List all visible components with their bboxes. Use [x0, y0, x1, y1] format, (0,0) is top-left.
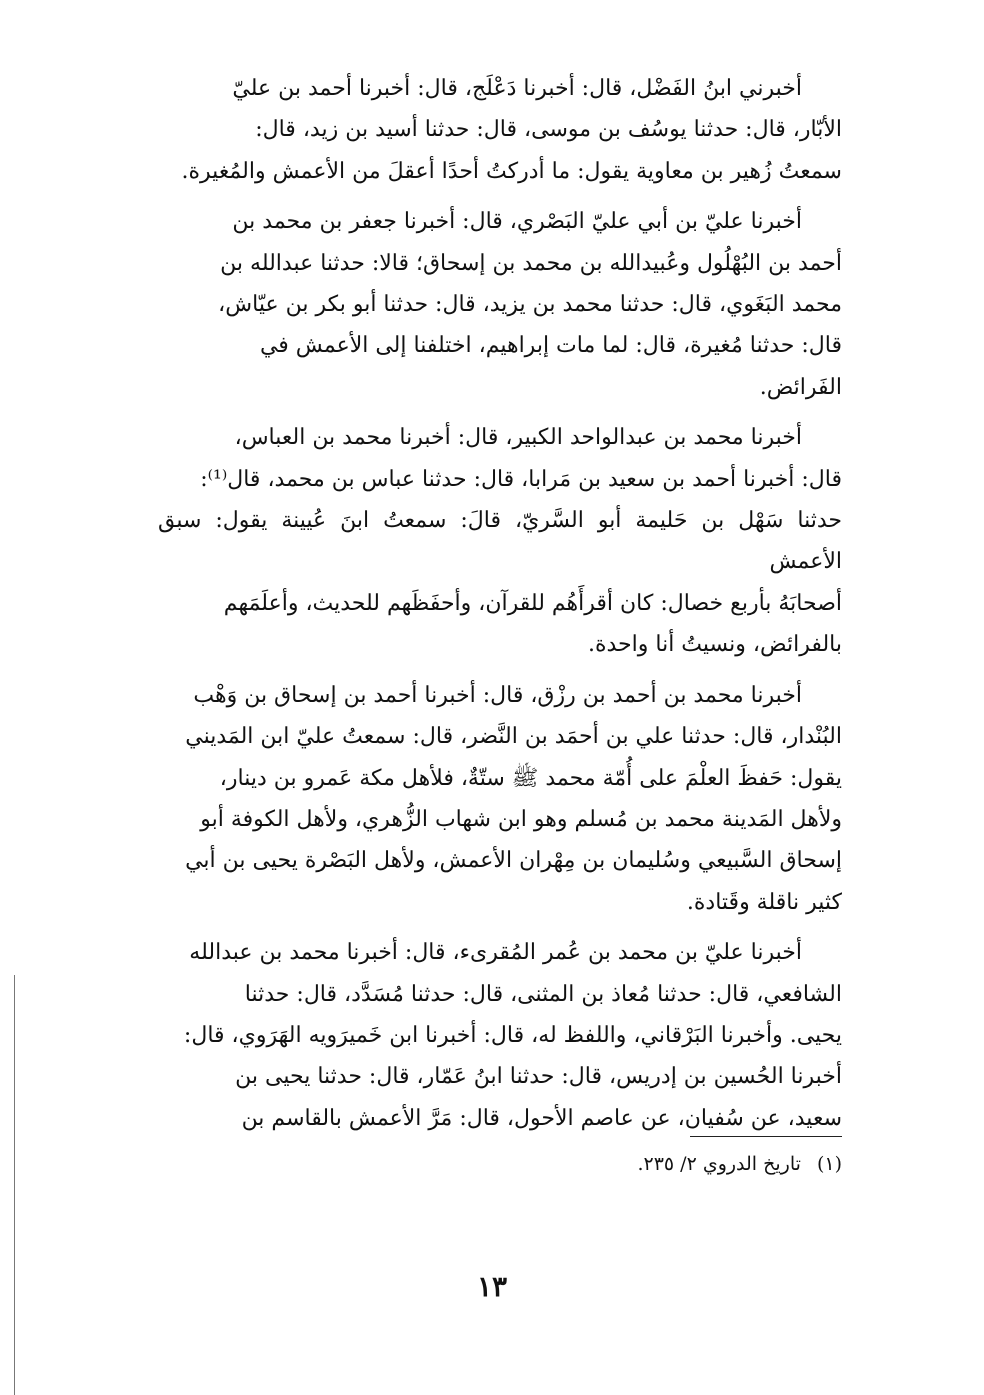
footnote-text: تاريخ الدروي ٢/ ٢٣٥.: [637, 1153, 801, 1175]
footnote: [637, 1152, 842, 1176]
paragraph: أخبرنا محمد بن أحمد بن رزْق، قال: أخبرنا أحمد بن إسحاق بن وَهْب البُنْدار، قال: حدثنا علي بن أحمَد بن النَّضر، قال: سمعتُ عليّ ابن المَديني يقول: حَفظَ العلْمَ على أُمّة محمد ﷺ ستّةٌ، فلأهل مكة عَمرو بن دينار، ولأهل المَدينة محمد بن مُسلم وهو ابن شهاب الزُّهري، ولأهل الكوفة أبو إسحاق السَّبيعي وسُليمان بن مِهْران الأعمش، ولأهل البَصْرة يحيى بن أبي كثير ناقلة وقَتادة.: [185, 682, 842, 915]
paragraph: أخبرني ابنُ الفَضْل، قال: أخبرنا دَعْلَج، قال: أخبرنا أحمد بن عليّ الأبّار، قال: حدثنا يوسُف بن موسى، قال: حدثنا أسيد بن زيد، قال: سمعتُ زُهير بن معاوية يقول: ما أدركتُ أحدًا أعقلَ من الأعمش والمُغيرة.: [181, 76, 842, 184]
paragraph: أخبرنا محمد بن عبدالواحد الكبير، قال: أخبرنا محمد بن العباس، قال: أخبرنا أحمد بن سعيد بن مَرابا، قال: حدثنا عباس بن محمد، قال⁽¹⁾: حدثنا سَهْل بن حَليمة أبو السَّريّ، قالَ: سمعتُ ابنَ عُيينة يقول: سبق الأعمش أصحابَهُ بأربع خصال: كان أقرأَهُم للقرآن، وأحفَظَهم للحديث، وأعلَمَهم بالفرائض، ونسيتُ أنا واحدة.: [158, 425, 842, 658]
scan-edge-line: [14, 975, 15, 1395]
footnote-separator: [690, 1136, 842, 1137]
main-text: [158, 68, 842, 1139]
paragraph: أخبرنا عليّ بن محمد بن عُمر المُقرىء، قال: أخبرنا محمد بن عبدالله الشافعي، قال: حدثنا مُعاذ بن المثنى، قال: حدثنا مُسَدَّد، قال: حدثنا يحيى. وأخبرنا البَرْقاني، واللفظ له، قال: أخبرنا ابن خَميرَويه الهَرَوي، قال: أخبرنا الحُسين بن إدريس، قال: حدثنا ابنُ عَمّار، قال: حدثنا يحيى بن سعيد، عن سُفيان، عن عاصم الأحول، قال: مَرَّ الأعمش بالقاسم بن: [183, 940, 842, 1131]
paragraph: أخبرنا عليّ بن أبي عليّ البَصْري، قال: أخبرنا جعفر بن محمد بن أحمد بن البُهْلُول وعُبيدالله بن محمد بن إسحاق؛ قالا: حدثنا عبدالله بن محمد البَغَوي، قال: حدثنا محمد بن يزيد، قال: حدثنا أبو بكر بن عيّاش، قال: حدثنا مُغيرة، قال: لما مات إبراهيم، اختلفنا إلى الأعمش في الفَرائض.: [218, 209, 842, 400]
page-number: ١٣: [476, 1270, 508, 1303]
footnote-number: (١): [816, 1153, 842, 1175]
